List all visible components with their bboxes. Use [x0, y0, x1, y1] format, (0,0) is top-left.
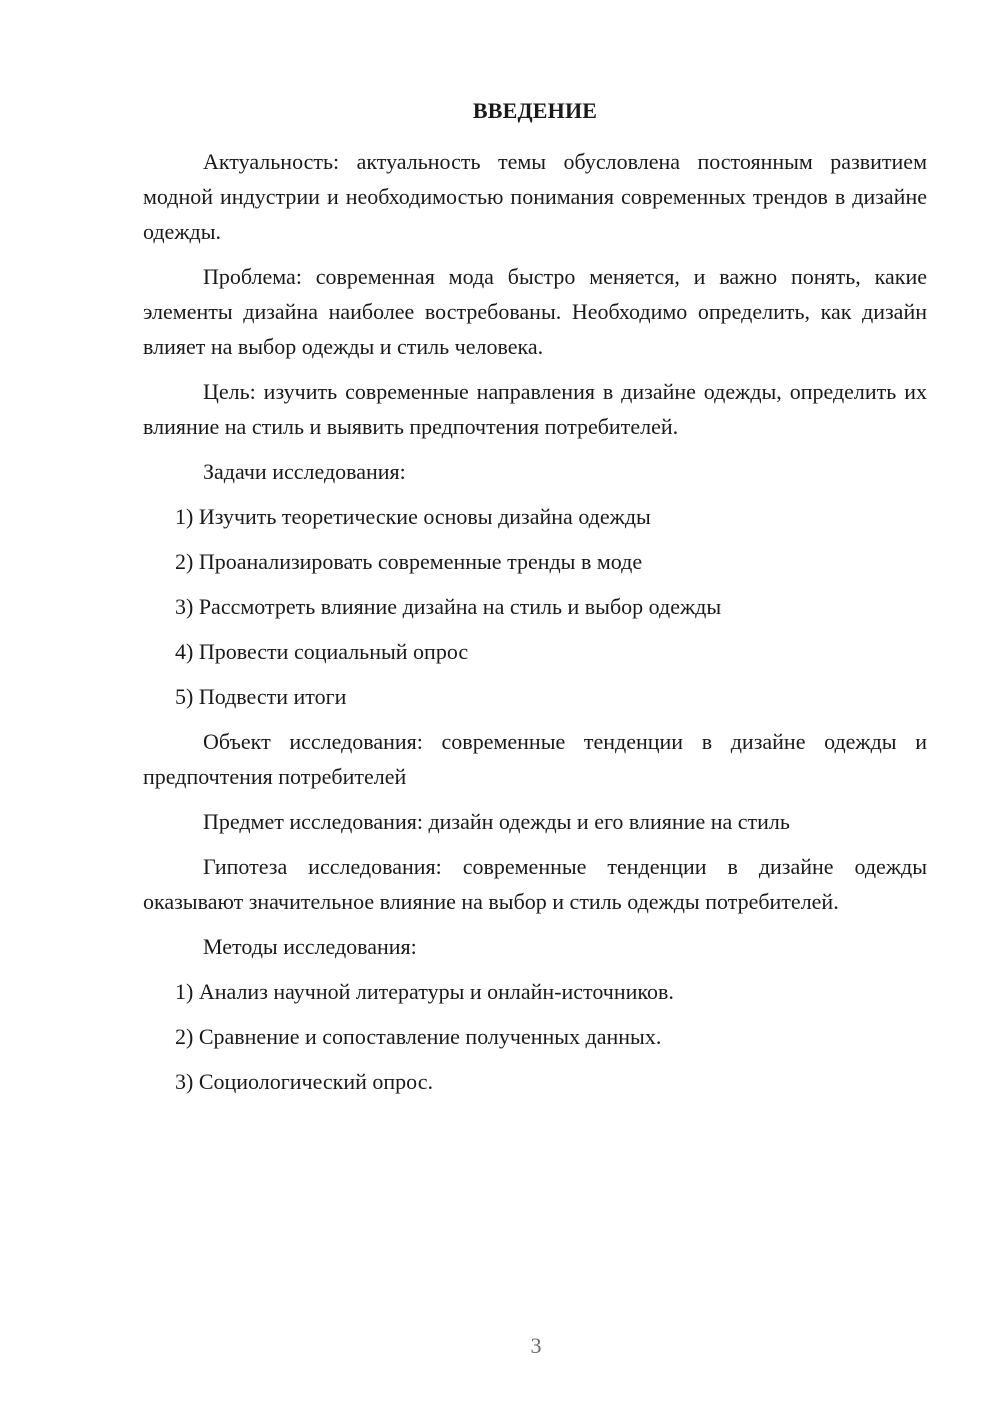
- paragraph-hypothesis: Гипотеза исследования: современные тенденции в дизайне одежды оказывают значительное влияние на выбор и стиль одежды потребителей.: [143, 854, 927, 914]
- tasks-list-item: 1) Изучить теоретические основы дизайна одежды: [175, 504, 651, 529]
- tasks-heading: Задачи исследования:: [203, 459, 406, 484]
- methods-heading: Методы исследования:: [203, 934, 417, 959]
- paragraph-relevance: Актуальность: актуальность темы обусловлена постоянным развитием модной индустрии и необходимостью понимания современных трендов в дизайне одежды.: [143, 149, 927, 244]
- methods-list-item: 3) Социологический опрос.: [175, 1069, 433, 1094]
- paragraph-problem: Проблема: современная мода быстро меняется, и важно понять, какие элементы дизайна наиболее востребованы. Необходимо определить, как дизайн влияет на выбор одежды и стиль человека.: [143, 264, 927, 359]
- paragraph-subject: Предмет исследования: дизайн одежды и его влияние на стиль: [203, 809, 790, 834]
- paragraph-object: Объект исследования: современные тенденции в дизайне одежды и предпочтения потребителей: [143, 729, 927, 789]
- page-content: [143, 96, 927, 1109]
- tasks-list-item: 2) Проанализировать современные тренды в моде: [175, 549, 643, 574]
- tasks-list-item: 3) Рассмотреть влияние дизайна на стиль и выбор одежды: [175, 594, 722, 619]
- page-number: 3: [530, 1333, 542, 1358]
- tasks-list-item: 5) Подвести итоги: [175, 684, 347, 709]
- tasks-list-item: 4) Провести социальный опрос: [175, 639, 469, 664]
- paragraph-goal: Цель: изучить современные направления в дизайне одежды, определить их влияние на стиль и выявить предпочтения потребителей.: [143, 379, 927, 439]
- methods-list-item: 2) Сравнение и сопоставление полученных данных.: [175, 1024, 662, 1049]
- methods-list: [143, 974, 927, 1099]
- tasks-list: [143, 499, 927, 714]
- methods-list-item: 1) Анализ научной литературы и онлайн-источников.: [175, 979, 674, 1004]
- section-title: ВВЕДЕНИЕ: [472, 98, 598, 123]
